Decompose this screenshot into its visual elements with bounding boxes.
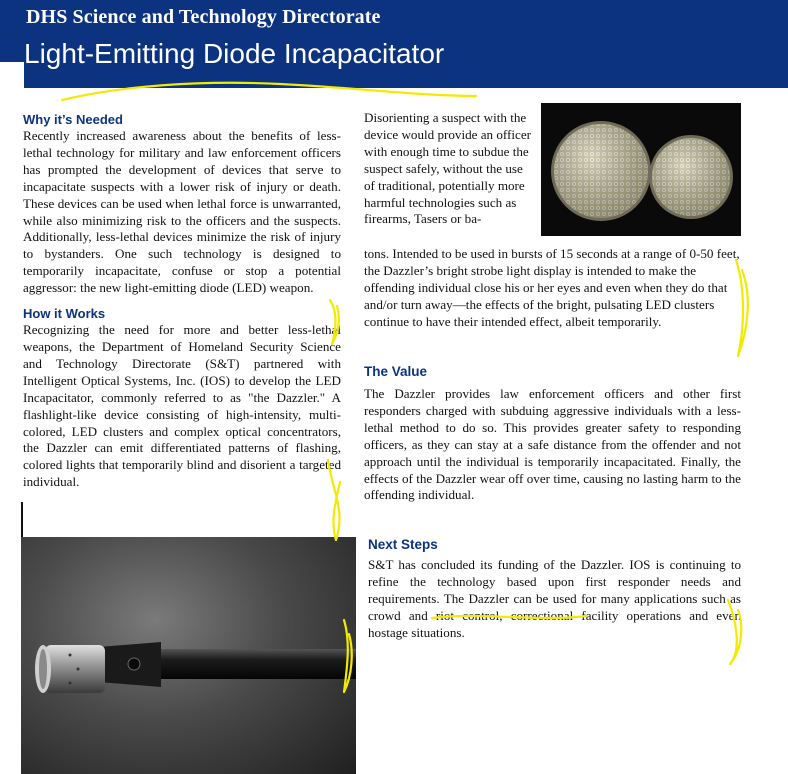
organization-name: DHS Science and Technology Directorate	[26, 6, 381, 28]
banner-notch	[0, 62, 24, 88]
next-steps-section	[368, 537, 741, 642]
next-heading: Next Steps	[368, 537, 438, 552]
column-rule	[21, 502, 23, 537]
left-column	[23, 112, 341, 491]
why-heading: Why it’s Needed	[23, 112, 123, 127]
led-lens-photo	[541, 103, 741, 236]
intro-paragraph-top: Disorienting a suspect with the device would provide an officer with enough time to subdue the suspect safely, without the use of traditional, potentially more harmful technologies such as firearms, Tasers or ba-	[364, 110, 532, 227]
right-intro-top	[364, 110, 534, 228]
value-heading: The Value	[364, 364, 428, 379]
how-heading: How it Works	[23, 306, 106, 322]
led-clusters-image	[541, 103, 741, 236]
how-paragraph: Recognizing the need for more and better less-lethal weapons, the Department of Homeland Security Science and Technology Directorate (S&T) partnered with Intelligent Optical Systems, Inc. (IOS) to develop the LED Incapacitator, commonly referred to as "the Dazzler." A flashlight-like device consisting of high-intensity, multi-colored, LED clusters and complex optical concentrators, the Dazzler can emit differentiated patterns of flashing, colored lights that temporarily blind and disorient a targeted individual.	[23, 322, 341, 490]
value-paragraph: The Dazzler provides law enforcement officers and other first responders charged with subduing aggressive individuals with a less-lethal method to do so. This provides greater safety to responding officers, as they can stay at a safe distance from the offender and not approach until the individual is temporarily incapacitated. Finally, the effects of the Dazzler wear off over time, causing no lasting harm to the offending individual.	[364, 386, 741, 503]
next-paragraph: S&T has concluded its funding of the Dazzler. IOS is continuing to refine the technology based upon first responder needs and requirements. The Dazzler can be used for many applications such as crowd and riot control, correctional facility operations and even hostage situations.	[368, 557, 741, 640]
value-section	[364, 364, 741, 504]
why-paragraph: Recently increased awareness about the benefits of less-lethal technology for military and law enforcement officers has prompted the development of devices that serve to incapacitate suspects with a lower risk of injury or death. These devices can be used when lethal force is unwarranted, while also minimizing risk to the officers and the suspects. Additionally, less-lethal devices minimize the risk of injury to bystanders. One such technology is designed to temporarily incapacitate, confuse or stop a potential aggressor: the new light-emitting diode (LED) weapon.	[23, 128, 341, 296]
right-intro-continued	[364, 246, 741, 331]
dazzler-photo	[21, 537, 356, 774]
intro-paragraph-continued: tons. Intended to be used in bursts of 15 seconds at a range of 0-50 feet, the Dazzler’s bright strobe light display is intended to make the offending individual close his or her eyes and even when they do that and/or turn away—the effects of the bright, pulsating LED clusters continue to have their intended effect, albeit temporarily.	[364, 246, 740, 329]
flashlight-image	[21, 537, 356, 774]
header-banner	[0, 0, 788, 88]
page-title: Light-Emitting Diode Incapacitator	[24, 38, 445, 69]
